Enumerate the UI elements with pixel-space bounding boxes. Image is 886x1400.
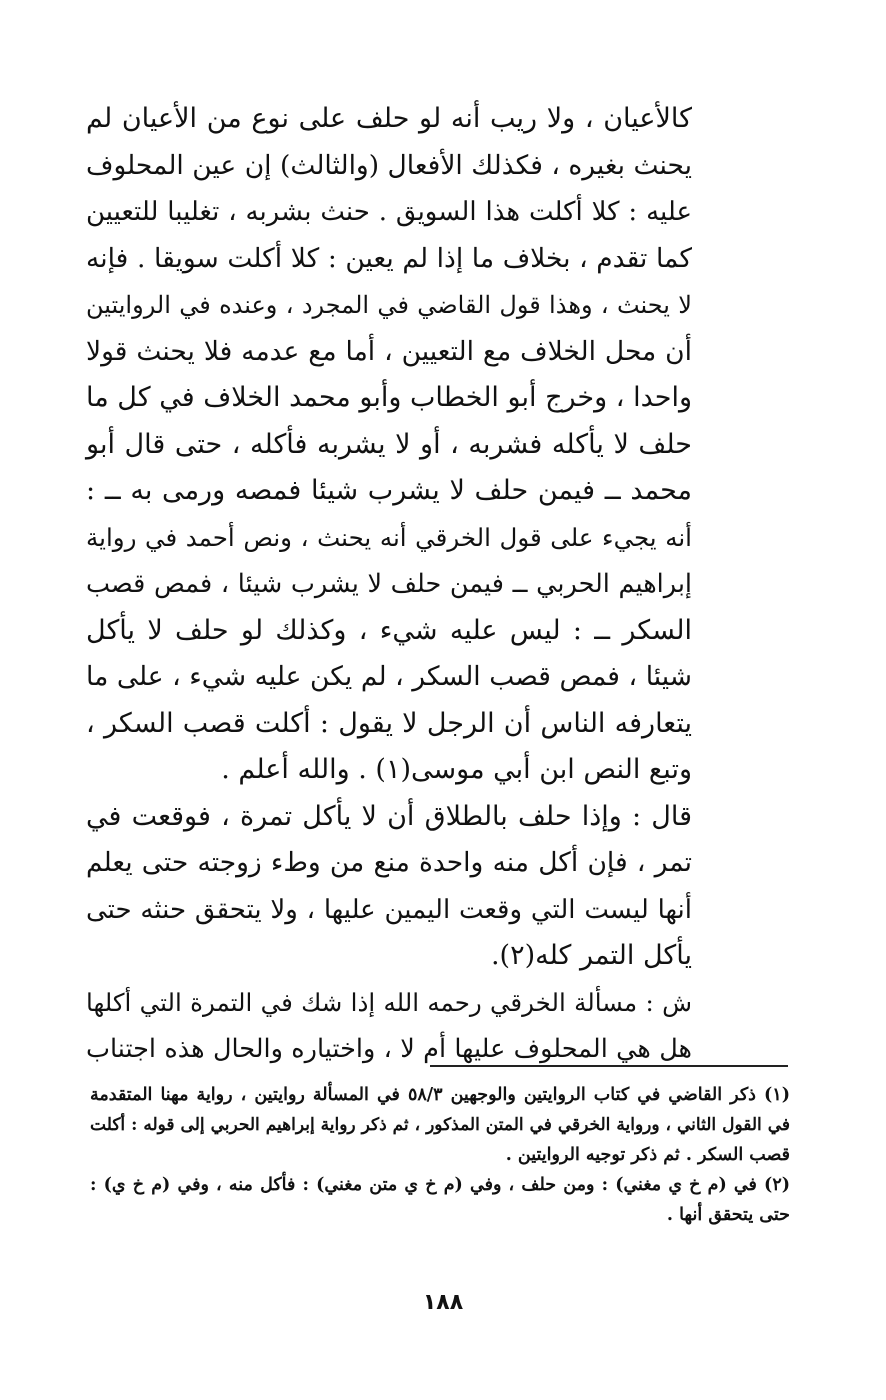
text-line: أنه يجيء على قول الخرقي أنه يحنث ، ونص أحمد في رواية [86, 522, 692, 552]
text-line: لا يحنث ، وهذا قول القاضي في المجرد ، وعنده في الروايتين [86, 291, 692, 319]
text-line: واحدا ، وخرج أبو الخطاب وأبو محمد الخلاف في كل ما [86, 382, 692, 413]
text-line: إبراهيم الحربي ــ فيمن حلف لا يشرب شيئا ، فمص قصب [86, 569, 692, 599]
page-number: ١٨٨ [422, 1290, 464, 1315]
text-line: وتبع النص ابن أبي موسى(١) . والله أعلم . [221, 754, 692, 785]
text-line: عليه : كلا أكلت هذا السويق . حنث بشربه ، تغليبا للتعيين [86, 197, 692, 227]
text-line: قال : وإذا حلف بالطلاق أن لا يأكل تمرة ، فوقعت في [86, 800, 692, 832]
footnote-line: حتى يتحقق أنها . [666, 1205, 790, 1225]
footnote-line: (١) ذكر القاضي في كتاب الروايتين والوجهين ٥٨/٣ في المسألة روايتين ، رواية مهنا المتقدمة [90, 1085, 790, 1105]
text-line: أنها ليست التي وقعت اليمين عليها ، ولا يتحقق حنثه حتى [86, 894, 692, 925]
footnote-line: في القول الثاني ، ورواية الخرقي في المتن المذكور ، ثم ذكر رواية إبراهيم الحربي إلى قوله : أكلت [90, 1115, 790, 1135]
text-line: يحنث بغيره ، فكذلك الأفعال (والثالث) إن عين المحلوف [86, 149, 692, 181]
text-line: حلف لا يأكله فشربه ، أو لا يشربه فأكله ، حتى قال أبو [86, 428, 692, 460]
text-line: محمد ــ فيمن حلف لا يشرب شيئا فمصه ورمى به ــ : [86, 475, 692, 506]
text-line: كما تقدم ، بخلاف ما إذا لم يعين : كلا أكلت سويقا . فإنه [86, 242, 692, 274]
text-line: كالأعيان ، ولا ريب أنه لو حلف على نوع من الأعيان لم [86, 103, 692, 134]
footnote-divider [430, 1065, 788, 1067]
text-line: ش : مسألة الخرقي رحمه الله إذا شك في التمرة التي أكلها [86, 987, 692, 1017]
text-line: شيئا ، فمص قصب السكر ، لم يكن عليه شيء ، على ما [86, 661, 692, 692]
text-line: يأكل التمر كله(٢). [490, 940, 692, 971]
text-line: أن محل الخلاف مع التعيين ، أما مع عدمه فلا يحنث قولا [86, 335, 692, 367]
main-text-block [86, 96, 692, 1073]
text-line: السكر ــ : ليس عليه شيء ، وكذلك لو حلف لا يأكل [86, 614, 692, 646]
footnote-line: (٢) في (م خ ي مغني) : ومن حلف ، وفي (م خ ي متن مغني) : فأكل منه ، وفي (م خ ي) : [90, 1175, 790, 1195]
text-line: تمر ، فإن أكل منه واحدة منع من وطء زوجته حتى يعلم [86, 847, 692, 878]
footnote-line: قصب السكر . ثم ذكر توجيه الروايتين . [505, 1145, 790, 1165]
footnotes-block [90, 1080, 790, 1230]
text-line: يتعارفه الناس أن الرجل لا يقول : أكلت قصب السكر ، [86, 707, 692, 739]
text-line: هل هي المحلوف عليها أم لا ، واختياره والحال هذه اجتناب [86, 1034, 692, 1064]
